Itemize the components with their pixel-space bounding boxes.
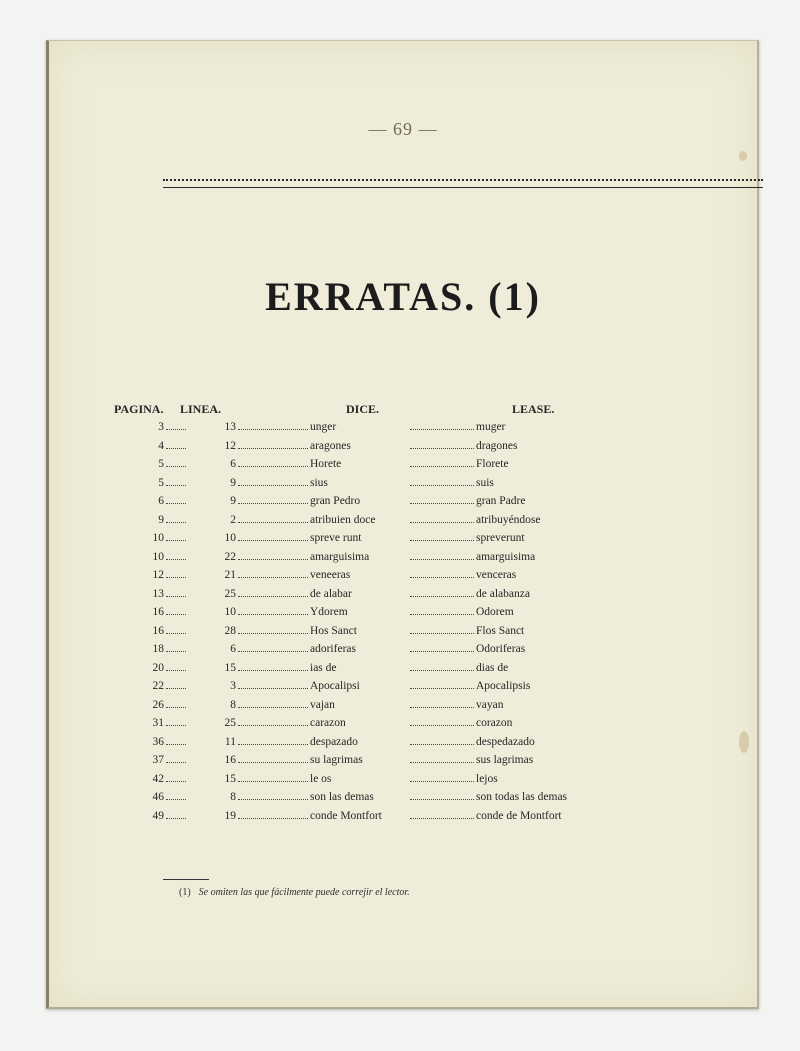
cell-pagina: 42 <box>152 772 164 785</box>
col-header-dice: DICE. <box>346 402 380 416</box>
cell-pagina: 3 <box>158 421 164 433</box>
errata-row <box>114 475 674 494</box>
cell-lease: muger <box>476 421 506 433</box>
cell-dice: spreve runt <box>310 532 362 544</box>
leader-dots <box>410 798 474 800</box>
leader-dots <box>238 780 308 782</box>
leader-dots <box>238 576 308 578</box>
cell-pagina: 5 <box>158 476 164 489</box>
cell-dice: vajan <box>310 698 335 711</box>
leader-dots <box>410 465 474 467</box>
leader-dots <box>238 484 308 486</box>
cell-linea: 3 <box>230 680 236 692</box>
cell-linea: 13 <box>224 421 236 433</box>
leader-dots <box>238 632 308 634</box>
leader-dots <box>238 706 308 708</box>
cell-dice: carazon <box>310 717 346 729</box>
cell-lease: corazon <box>476 717 513 729</box>
cell-linea: 22 <box>224 550 236 563</box>
errata-row <box>114 530 674 549</box>
cell-linea: 28 <box>224 624 236 637</box>
errata-row <box>114 660 674 679</box>
errata-row <box>114 567 674 586</box>
leader-dots <box>238 558 308 560</box>
leader-dots <box>166 465 186 467</box>
leader-dots <box>166 428 186 430</box>
leader-dots <box>238 595 308 597</box>
cell-pagina: 31 <box>152 717 164 729</box>
col-header-linea: LINEA. <box>180 402 222 416</box>
cell-pagina: 49 <box>152 809 164 822</box>
leader-dots <box>238 669 308 671</box>
leader-dots <box>166 558 186 560</box>
col-header-pagina: PAGINA. <box>114 402 164 416</box>
leader-dots <box>238 817 308 819</box>
cell-linea: 6 <box>230 458 236 470</box>
cell-pagina: 4 <box>158 439 164 452</box>
leader-dots <box>166 817 186 819</box>
errata-row <box>114 697 674 716</box>
cell-lease: atribuyéndose <box>476 513 541 526</box>
errata-table <box>114 419 674 826</box>
cell-linea: 9 <box>230 476 236 489</box>
errata-row <box>114 604 674 623</box>
leader-dots <box>410 743 474 745</box>
leader-dots <box>238 447 308 449</box>
cell-dice: sius <box>310 476 328 489</box>
leader-dots <box>410 447 474 449</box>
cell-lease: vayan <box>476 698 504 711</box>
leader-dots <box>166 669 186 671</box>
cell-lease: spreverunt <box>476 532 525 544</box>
cell-pagina: 20 <box>152 661 164 674</box>
cell-linea: 25 <box>224 717 236 729</box>
leader-dots <box>410 521 474 523</box>
cell-lease: Odoriferas <box>476 643 526 655</box>
footnote-text: Se omiten las que fácilmente puede correjir el lector. <box>198 887 410 898</box>
cell-pagina: 10 <box>152 532 164 544</box>
leader-dots <box>410 687 474 689</box>
cell-lease: Apocalipsis <box>476 680 531 692</box>
leader-dots <box>166 595 186 597</box>
leader-dots <box>166 632 186 634</box>
cell-dice: Ydorem <box>310 606 348 618</box>
cell-lease: sus lagrimas <box>476 754 534 766</box>
cell-dice: Hos Sanct <box>310 624 357 637</box>
cell-lease: lejos <box>476 772 498 785</box>
cell-pagina: 22 <box>152 680 164 692</box>
cell-linea: 16 <box>224 754 236 766</box>
paper-stain <box>739 731 749 753</box>
leader-dots <box>166 650 186 652</box>
cell-lease: venceras <box>476 569 517 581</box>
errata-row <box>114 715 674 734</box>
leader-dots <box>410 780 474 782</box>
leader-dots <box>410 706 474 708</box>
cell-dice: Apocalipsi <box>310 680 360 692</box>
cell-lease: de alabanza <box>476 587 530 600</box>
errata-row <box>114 419 674 438</box>
leader-dots <box>410 650 474 652</box>
cell-lease: dragones <box>476 439 518 452</box>
cell-lease: Odorem <box>476 606 514 618</box>
cell-dice: Horete <box>310 458 342 470</box>
leader-dots <box>166 780 186 782</box>
errata-row <box>114 493 674 512</box>
cell-pagina: 10 <box>152 550 164 563</box>
page-title: ERRATAS. (1) <box>265 274 541 319</box>
cell-dice: su lagrimas <box>310 754 363 766</box>
cell-dice: veneeras <box>310 569 351 581</box>
cell-linea: 12 <box>224 439 236 452</box>
cell-dice: adoriferas <box>310 643 356 655</box>
leader-dots <box>410 632 474 634</box>
header-rule <box>163 179 763 188</box>
leader-dots <box>166 761 186 763</box>
cell-linea: 9 <box>230 495 236 507</box>
leader-dots <box>238 521 308 523</box>
footnote <box>179 887 410 898</box>
leader-dots <box>410 502 474 504</box>
leader-dots <box>166 484 186 486</box>
errata-row <box>114 512 674 531</box>
leader-dots <box>238 650 308 652</box>
cell-pagina: 12 <box>152 569 164 581</box>
cell-linea: 21 <box>224 569 236 581</box>
cell-pagina: 16 <box>152 624 164 637</box>
cell-linea: 15 <box>224 772 236 785</box>
leader-dots <box>166 706 186 708</box>
leader-dots <box>410 484 474 486</box>
leader-dots <box>410 595 474 597</box>
cell-pagina: 6 <box>158 495 164 507</box>
cell-linea: 15 <box>224 661 236 674</box>
cell-lease: Flos Sanct <box>476 624 525 637</box>
cell-dice: gran Pedro <box>310 495 361 507</box>
paper-stain <box>739 151 747 161</box>
errata-row <box>114 586 674 605</box>
leader-dots <box>238 798 308 800</box>
errata-row <box>114 808 674 827</box>
cell-dice: despazado <box>310 735 358 748</box>
errata-row <box>114 789 674 808</box>
errata-row <box>114 734 674 753</box>
leader-dots <box>410 428 474 430</box>
cell-lease: gran Padre <box>476 495 526 507</box>
errata-table-header <box>114 402 674 418</box>
cell-linea: 6 <box>230 643 236 655</box>
leader-dots <box>410 761 474 763</box>
cell-linea: 19 <box>224 809 236 822</box>
cell-pagina: 13 <box>152 587 164 600</box>
errata-row <box>114 641 674 660</box>
cell-dice: amarguisima <box>310 550 370 563</box>
cell-linea: 8 <box>230 791 236 803</box>
page-number: — 69 — <box>368 119 438 139</box>
leader-dots <box>410 724 474 726</box>
errata-row <box>114 678 674 697</box>
leader-dots <box>238 613 308 615</box>
cell-linea: 10 <box>224 532 236 544</box>
cell-lease: dias de <box>476 661 509 674</box>
cell-lease: Florete <box>476 458 509 470</box>
cell-lease: suis <box>476 476 494 489</box>
cell-pagina: 16 <box>152 606 164 618</box>
cell-dice: atribuien doce <box>310 513 376 526</box>
cell-pagina: 37 <box>152 754 164 766</box>
leader-dots <box>166 576 186 578</box>
cell-pagina: 9 <box>158 513 164 526</box>
cell-pagina: 46 <box>152 791 164 803</box>
leader-dots <box>166 724 186 726</box>
cell-linea: 10 <box>224 606 236 618</box>
leader-dots <box>238 724 308 726</box>
errata-row <box>114 549 674 568</box>
cell-linea: 8 <box>230 698 236 711</box>
cell-pagina: 36 <box>152 735 164 748</box>
leader-dots <box>238 465 308 467</box>
cell-pagina: 18 <box>152 643 164 655</box>
cell-dice: conde Montfort <box>310 809 382 822</box>
footnote-marker: (1) <box>179 887 191 898</box>
cell-dice: ias de <box>310 661 337 674</box>
leader-dots <box>238 743 308 745</box>
cell-lease: son todas las demas <box>476 791 568 803</box>
leader-dots <box>410 817 474 819</box>
cell-linea: 25 <box>224 587 236 600</box>
col-header-lease: LEASE. <box>512 402 555 416</box>
leader-dots <box>166 798 186 800</box>
leader-dots <box>410 669 474 671</box>
leader-dots <box>166 539 186 541</box>
leader-dots <box>166 447 186 449</box>
errata-row <box>114 623 674 642</box>
leader-dots <box>166 687 186 689</box>
cell-linea: 2 <box>230 513 236 526</box>
cell-lease: despedazado <box>476 735 535 748</box>
leader-dots <box>410 539 474 541</box>
cell-dice: son las demas <box>310 791 374 803</box>
cell-dice: le os <box>310 772 332 785</box>
errata-row <box>114 752 674 771</box>
cell-pagina: 5 <box>158 458 164 470</box>
leader-dots <box>166 743 186 745</box>
cell-linea: 11 <box>224 735 236 748</box>
leader-dots <box>166 613 186 615</box>
cell-dice: aragones <box>310 439 351 452</box>
leader-dots <box>238 539 308 541</box>
leader-dots <box>166 521 186 523</box>
leader-dots <box>238 761 308 763</box>
leader-dots <box>410 558 474 560</box>
leader-dots <box>238 687 308 689</box>
leader-dots <box>410 613 474 615</box>
errata-row <box>114 456 674 475</box>
leader-dots <box>238 502 308 504</box>
leader-dots <box>238 428 308 430</box>
cell-pagina: 26 <box>152 698 164 711</box>
errata-row <box>114 771 674 790</box>
cell-dice: de alabar <box>310 587 352 600</box>
leader-dots <box>410 576 474 578</box>
cell-lease: amarguisima <box>476 550 536 563</box>
cell-lease: conde de Montfort <box>476 809 562 822</box>
leader-dots <box>166 502 186 504</box>
cell-dice: unger <box>310 421 337 433</box>
footnote-rule <box>163 879 209 880</box>
errata-row <box>114 438 674 457</box>
